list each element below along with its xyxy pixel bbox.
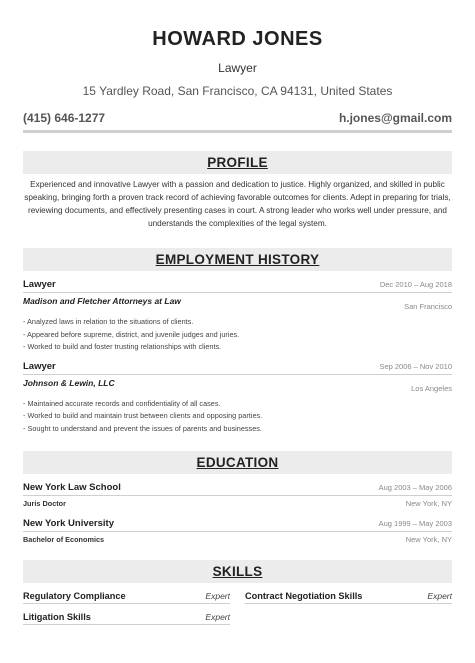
skill-item [23, 612, 230, 625]
skills-column-left [23, 591, 230, 633]
education-header-row [23, 482, 452, 496]
skill-name: Litigation Skills [23, 612, 91, 622]
job-location: San Francisco [404, 302, 452, 311]
education-entry [23, 482, 452, 508]
skill-name: Contract Negotiation Skills [245, 591, 363, 601]
job-bullet: - Maintained accurate records and confidentiality of all cases. [23, 398, 221, 408]
skill-level: Expert [205, 612, 230, 622]
job-header-row [23, 361, 452, 375]
job-company-row [23, 296, 452, 311]
job-title: Lawyer [23, 360, 56, 372]
education-dates: Aug 2003 – May 2006 [378, 483, 452, 492]
education-entry [23, 518, 452, 544]
degree: Juris Doctor [23, 499, 66, 508]
education-location: New York, NY [405, 535, 452, 544]
job-bullets [23, 398, 452, 436]
job-dates: Sep 2006 – Nov 2010 [379, 361, 452, 371]
skill-item [245, 591, 452, 604]
job-company-row [23, 377, 452, 393]
job-entry [23, 279, 452, 354]
skill-name: Regulatory Compliance [23, 591, 126, 601]
school-name: New York Law School [23, 482, 121, 493]
job-header-row [23, 279, 452, 293]
skill-level: Expert [427, 591, 452, 601]
job-bullet: - Appeared before supreme, district, and juvenile judges and juries. [23, 329, 240, 339]
education-dates: Aug 1999 – May 2003 [378, 519, 452, 528]
profile-heading: PROFILE [207, 155, 268, 170]
education-header-row [23, 518, 452, 532]
job-entry [23, 361, 452, 436]
education-section-header [23, 451, 452, 474]
contact-bar [23, 111, 452, 133]
skills-heading: SKILLS [212, 564, 263, 579]
school-name: New York University [23, 518, 114, 529]
job-location: Los Angeles [411, 383, 452, 393]
job-bullet: - Sought to understand and prevent the issues of parents and businesses. [23, 423, 262, 433]
education-location: New York, NY [405, 499, 452, 508]
profile-summary: Experienced and innovative Lawyer with a passion and dedication to justice. Highly organized, and skilled in public speaking, bringing forth a proven track record of achieving favorable outcomes for clients. Adept in preparing for trials, reviewing documents, and effectively presenting cases in court. A strong leader who works well under pressure, and understands the complexities of the legal system. [24, 180, 451, 228]
email-address: h.jones@gmail.com [338, 111, 452, 125]
degree: Bachelor of Economics [23, 535, 105, 544]
skills-column-right [245, 591, 452, 633]
employment-section-header [23, 248, 452, 271]
education-heading: EDUCATION [196, 455, 279, 470]
education-degree-row [23, 535, 452, 544]
job-company: Johnson & Lewin, LLC [23, 377, 115, 388]
profile-section-header [23, 151, 452, 174]
skill-item [23, 591, 230, 604]
skills-section-header [23, 560, 452, 583]
phone-number: (415) 646-1277 [23, 111, 106, 125]
job-bullet: - Worked to build and maintain trust between clients and opposing parties. [23, 411, 263, 420]
job-title-header: Lawyer [218, 61, 257, 75]
job-dates: Dec 2010 – Aug 2018 [379, 280, 452, 289]
address: 15 Yardley Road, San Francisco, CA 94131, United States [82, 84, 393, 98]
job-bullet: - Worked to build and foster trusting relationships with clients. [23, 342, 222, 351]
job-company: Madison and Fletcher Attorneys at Law [23, 296, 181, 306]
skills-grid [23, 591, 452, 633]
job-bullets [23, 316, 452, 354]
candidate-name: HOWARD JONES [152, 28, 323, 50]
job-bullet: - Analyzed laws in relation to the situations of clients. [23, 317, 194, 326]
job-title: Lawyer [23, 279, 56, 290]
skill-level: Expert [205, 591, 230, 601]
employment-heading: EMPLOYMENT HISTORY [155, 252, 320, 267]
education-degree-row [23, 499, 452, 508]
